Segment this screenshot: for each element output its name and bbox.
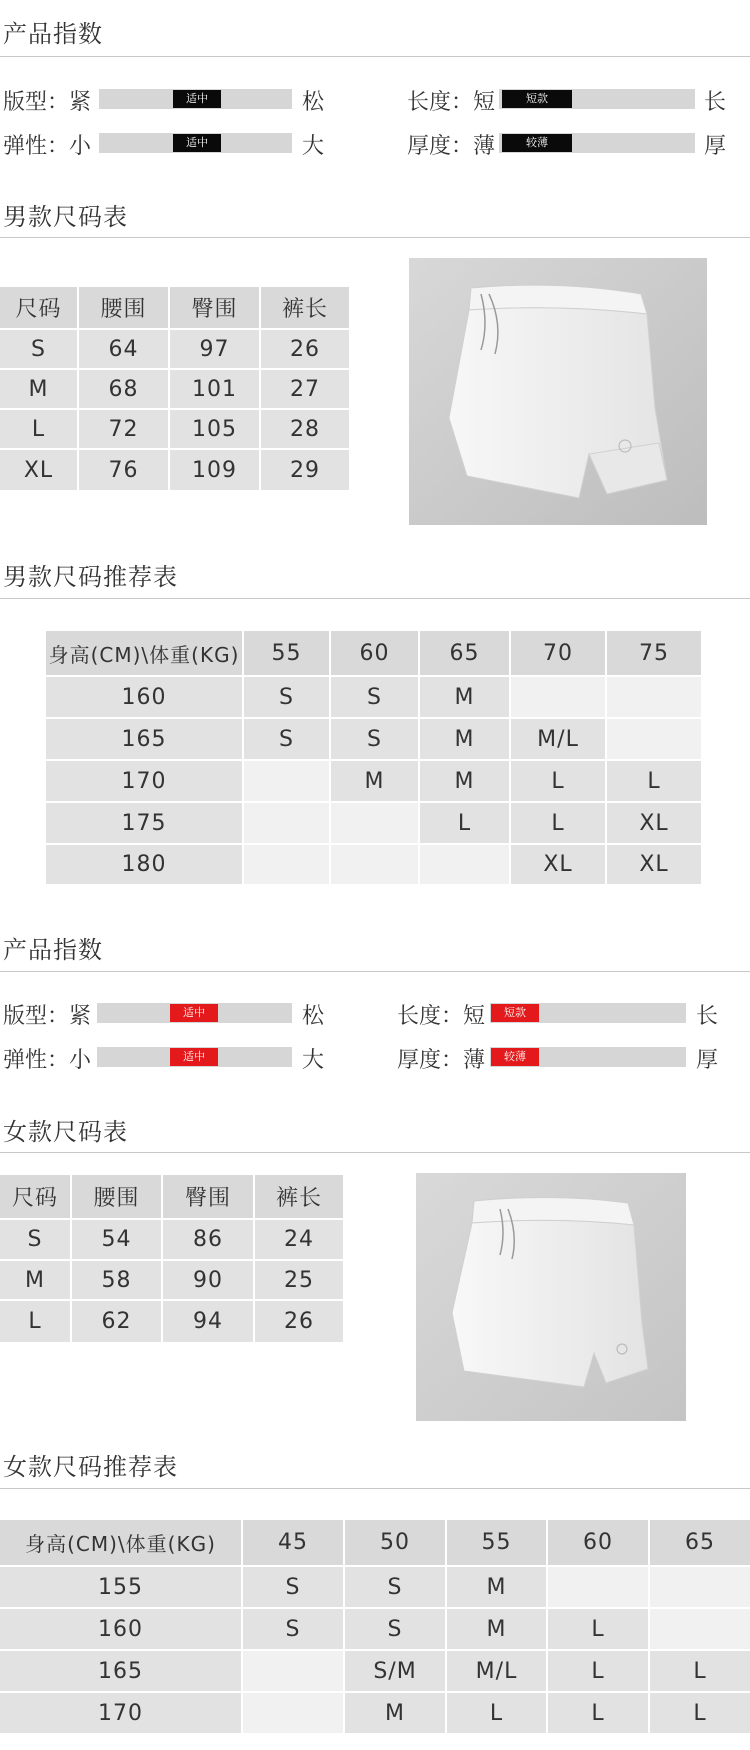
table-cell: 101: [170, 370, 259, 408]
table-cell: S: [345, 1567, 445, 1607]
table-cell: 26: [261, 330, 349, 368]
table-cell: [243, 1693, 343, 1733]
stretch-badge: 适中: [170, 1048, 218, 1066]
table-cell: 165: [46, 719, 242, 759]
table-header-cell: 身高(CM)\体重(KG): [46, 631, 242, 675]
table-cell: 28: [261, 410, 349, 448]
table-cell: 24: [255, 1220, 343, 1259]
table-cell: L: [548, 1651, 648, 1691]
table-cell: M/L: [511, 719, 605, 759]
table-cell: S: [243, 1609, 343, 1649]
men-index-title: 产品指数: [3, 20, 103, 48]
table-header-cell: 腰围: [72, 1175, 161, 1218]
table-cell: 64: [79, 330, 168, 368]
length-end-label: 长: [704, 90, 727, 115]
thickness-end-label: 厚: [696, 1048, 719, 1073]
table-cell: 58: [72, 1261, 161, 1299]
stretch-badge: 适中: [173, 134, 221, 152]
length-badge: 短款: [491, 1004, 539, 1022]
table-cell: M: [0, 370, 77, 408]
table-cell: [244, 845, 329, 884]
table-cell: S: [0, 330, 77, 368]
table-cell: 62: [72, 1301, 161, 1342]
table-cell: 170: [0, 1693, 241, 1733]
table-header-cell: 55: [447, 1520, 546, 1565]
length-label: 长度：短: [407, 90, 496, 115]
table-cell: M: [0, 1261, 70, 1299]
fit-badge: 适中: [173, 90, 221, 108]
table-header-cell: 70: [511, 631, 605, 675]
women-index-title: 产品指数: [3, 936, 103, 964]
table-cell: 170: [46, 761, 242, 801]
thickness-label: 厚度：薄: [397, 1048, 486, 1073]
divider: [0, 1488, 750, 1489]
table-cell: M/L: [447, 1651, 546, 1691]
table-cell: [244, 761, 329, 801]
table-cell: 68: [79, 370, 168, 408]
thickness-end-label: 厚: [704, 134, 727, 159]
table-cell: S/M: [345, 1651, 445, 1691]
table-cell: 165: [0, 1651, 241, 1691]
table-cell: 97: [170, 330, 259, 368]
table-cell: S: [345, 1609, 445, 1649]
thickness-badge: 较薄: [491, 1048, 539, 1066]
table-cell: [243, 1651, 343, 1691]
table-cell: M: [447, 1609, 546, 1649]
table-cell: 26: [255, 1301, 343, 1342]
table-cell: S: [244, 719, 329, 759]
divider: [0, 56, 750, 57]
stretch-end-label: 大: [302, 134, 325, 159]
table-cell: [331, 845, 418, 884]
table-cell: 160: [46, 677, 242, 717]
table-cell: L: [0, 410, 77, 448]
table-cell: [331, 803, 418, 843]
table-cell: [607, 719, 701, 759]
table-header-cell: 65: [650, 1520, 750, 1565]
table-header-cell: 臀围: [163, 1175, 253, 1218]
table-cell: L: [420, 803, 509, 843]
table-cell: XL: [607, 803, 701, 843]
table-cell: S: [0, 1220, 70, 1259]
table-cell: 109: [170, 450, 259, 490]
table-cell: M: [420, 677, 509, 717]
length-end-label: 长: [696, 1004, 719, 1029]
table-cell: 72: [79, 410, 168, 448]
table-cell: 155: [0, 1567, 241, 1607]
divider: [0, 237, 750, 238]
men-shorts-photo: [409, 258, 707, 525]
table-cell: 27: [261, 370, 349, 408]
fit-label: 版型：紧: [3, 90, 92, 115]
women-size-title: 女款尺码表: [3, 1118, 128, 1146]
table-header-cell: 65: [420, 631, 509, 675]
men-size-title: 男款尺码表: [3, 203, 128, 231]
length-badge: 短款: [502, 90, 572, 108]
table-cell: [511, 677, 605, 717]
table-cell: [244, 803, 329, 843]
women-rec-title: 女款尺码推荐表: [3, 1453, 178, 1481]
table-cell: S: [243, 1567, 343, 1607]
table-header-cell: 身高(CM)\体重(KG): [0, 1520, 241, 1565]
table-cell: [548, 1567, 648, 1607]
stretch-end-label: 大: [302, 1048, 325, 1073]
women-shorts-photo: [416, 1173, 686, 1421]
table-header-cell: 45: [243, 1520, 343, 1565]
table-header-cell: 50: [345, 1520, 445, 1565]
table-cell: 25: [255, 1261, 343, 1299]
fit-label: 版型：紧: [3, 1004, 92, 1029]
table-header-cell: 75: [607, 631, 701, 675]
men-rec-title: 男款尺码推荐表: [3, 563, 178, 591]
table-cell: M: [447, 1567, 546, 1607]
table-cell: L: [548, 1609, 648, 1649]
table-cell: M: [331, 761, 418, 801]
table-cell: M: [420, 761, 509, 801]
table-cell: 180: [46, 845, 242, 884]
table-cell: [650, 1567, 750, 1607]
table-header-cell: 55: [244, 631, 329, 675]
table-cell: XL: [607, 845, 701, 884]
table-cell: [420, 845, 509, 884]
table-cell: [650, 1609, 750, 1649]
table-header-cell: 裤长: [255, 1175, 343, 1218]
table-cell: L: [511, 761, 605, 801]
table-header-cell: 裤长: [261, 287, 349, 328]
table-cell: L: [650, 1651, 750, 1691]
table-cell: L: [0, 1301, 70, 1342]
table-header-cell: 尺码: [0, 1175, 70, 1218]
table-cell: L: [511, 803, 605, 843]
table-cell: S: [244, 677, 329, 717]
divider: [0, 1152, 750, 1153]
table-cell: S: [331, 677, 418, 717]
fit-end-label: 松: [302, 90, 325, 115]
table-cell: [607, 677, 701, 717]
table-header-cell: 60: [331, 631, 418, 675]
table-cell: L: [607, 761, 701, 801]
fit-badge: 适中: [170, 1004, 218, 1022]
table-cell: 29: [261, 450, 349, 490]
table-header-cell: 60: [548, 1520, 648, 1565]
table-cell: L: [548, 1693, 648, 1733]
table-cell: 76: [79, 450, 168, 490]
table-cell: 105: [170, 410, 259, 448]
table-cell: 94: [163, 1301, 253, 1342]
length-label: 长度：短: [397, 1004, 486, 1029]
table-cell: XL: [0, 450, 77, 490]
table-header-cell: 腰围: [79, 287, 168, 328]
table-cell: XL: [511, 845, 605, 884]
table-cell: 160: [0, 1609, 241, 1649]
table-cell: 175: [46, 803, 242, 843]
table-cell: 90: [163, 1261, 253, 1299]
table-cell: L: [447, 1693, 546, 1733]
divider: [0, 598, 750, 599]
table-header-cell: 臀围: [170, 287, 259, 328]
table-cell: S: [331, 719, 418, 759]
fit-end-label: 松: [302, 1004, 325, 1029]
table-cell: M: [345, 1693, 445, 1733]
table-cell: L: [650, 1693, 750, 1733]
table-cell: M: [420, 719, 509, 759]
stretch-label: 弹性：小: [3, 1048, 92, 1073]
table-cell: 86: [163, 1220, 253, 1259]
thickness-label: 厚度：薄: [407, 134, 496, 159]
stretch-label: 弹性：小: [3, 134, 92, 159]
table-cell: 54: [72, 1220, 161, 1259]
table-header-cell: 尺码: [0, 287, 77, 328]
divider: [0, 971, 750, 972]
thickness-badge: 较薄: [502, 134, 572, 152]
